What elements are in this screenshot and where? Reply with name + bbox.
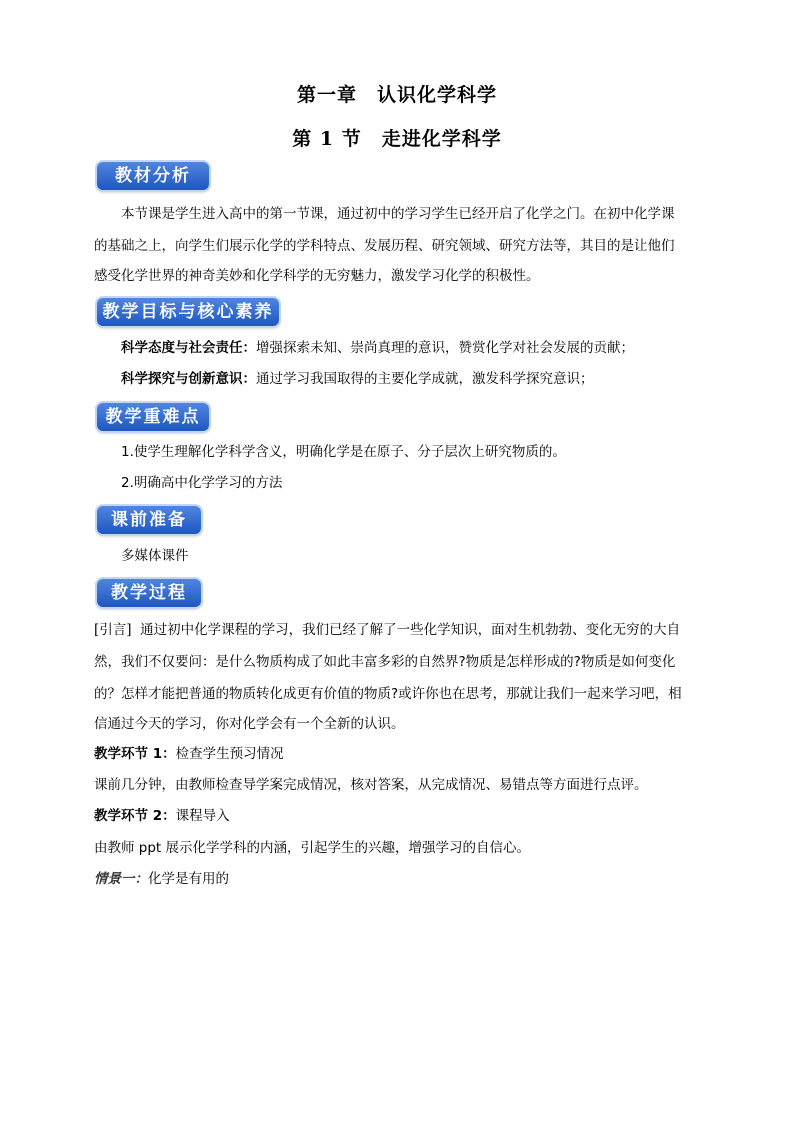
intro-line-4: 信通过今天的学习，你对化学会有一个全新的认识。 — [94, 716, 405, 732]
step-1-label: 教学环节 1： — [94, 746, 176, 762]
objective-1-text: 增强探索未知、崇尚真理的意识，赞赏化学对社会发展的贡献； — [256, 340, 634, 356]
step-2-title: 课程导入 — [175, 808, 230, 824]
step-2-label: 教学环节 2： — [94, 808, 176, 824]
objective-item-1 — [121, 338, 634, 358]
badge-textbook-analysis: 教材分析 — [97, 162, 209, 190]
section-title: 第 1 节 走进化学科学 — [292, 128, 502, 150]
objective-1-label: 科学态度与社会责任： — [121, 340, 256, 356]
objective-item-2 — [121, 369, 594, 389]
chapter-title: 第一章 认识化学科学 — [296, 84, 497, 106]
intro-line-3: 的？怎样才能把普通的物质转化成更有价值的物质?或许你也在思考，那就让我们一起来学习吧，相 — [94, 686, 682, 702]
step-1-title: 检查学生预习情况 — [175, 746, 284, 762]
intro-line-1 — [94, 620, 680, 640]
intro-line-1-text: 通过初中化学课程的学习，我们已经了解了一些化学知识，面对生机勃勃、变化无穷的大自 — [140, 622, 681, 638]
analysis-line-2: 的基础之上，向学生们展示化学的学科特点、发展历程、研究领域、研究方法等，其目的是让他们 — [94, 238, 675, 254]
objective-2-text: 通过学习我国取得的主要化学成就，激发科学探究意识； — [256, 371, 594, 387]
intro-line-2: 然，我们不仅要问：是什么物质构成了如此丰富多彩的自然界?物质是怎样形成的?物质是如何变化 — [94, 654, 676, 670]
step-2-text: 由教师 ppt 展示化学学科的内涵，引起学生的兴趣，增强学习的自信心。 — [94, 840, 531, 856]
preparation-text: 多媒体课件 — [121, 548, 189, 564]
scene-one — [94, 869, 229, 889]
analysis-line-3: 感受化学世界的神奇美妙和化学科学的无穷魅力，激发学习化学的积极性。 — [94, 268, 540, 284]
intro-tag: [引言] — [94, 622, 132, 638]
step-1-text: 课前几分钟，由教师检查导学案完成情况，核对答案，从完成情况、易错点等方面进行点评。 — [94, 777, 648, 793]
difficulty-item-1: 1.使学生理解化学科学含义，明确化学是在原子、分子层次上研究物质的。 — [121, 444, 566, 460]
objective-2-label: 科学探究与创新意识： — [121, 371, 256, 387]
scene-label: 情景一： — [94, 871, 148, 887]
badge-key-difficulties: 教学重难点 — [97, 403, 209, 431]
step-2-heading — [94, 806, 230, 826]
step-1-heading — [94, 744, 284, 764]
badge-teaching-process: 教学过程 — [97, 579, 201, 607]
badge-preparation: 课前准备 — [97, 506, 201, 534]
badge-objectives: 教学目标与核心素养 — [97, 298, 279, 326]
scene-text: 化学是有用的 — [148, 871, 229, 887]
difficulty-item-2: 2.明确高中化学学习的方法 — [121, 475, 283, 491]
analysis-line-1: 本节课是学生进入高中的第一节课，通过初中的学习学生已经开启了化学之门。在初中化学课 — [121, 206, 675, 222]
